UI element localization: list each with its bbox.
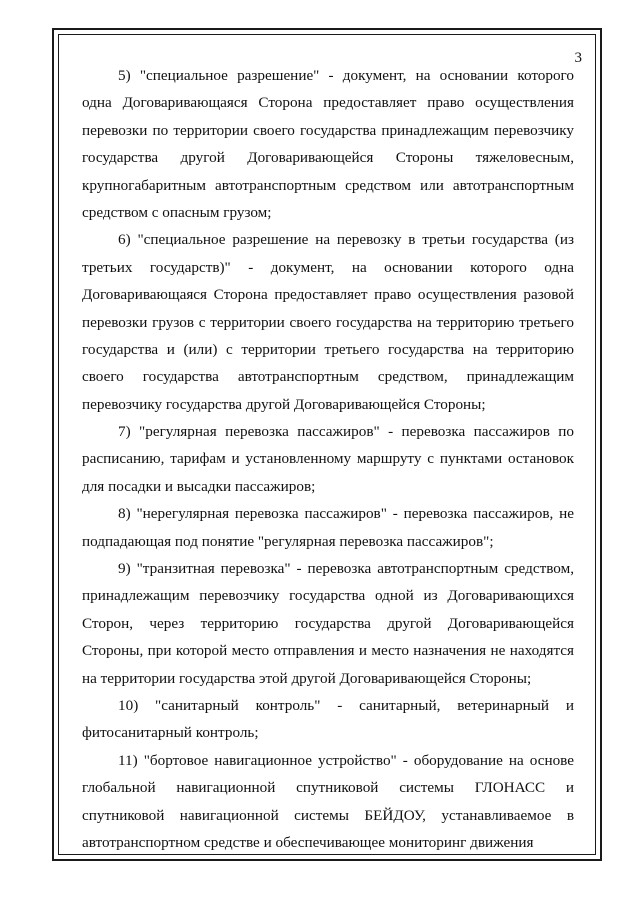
text-line: 9) "транзитная перевозка" - перевозка автотранспортным средством, xyxy=(118,560,574,578)
text-line: перевозки по территории своего государства принадлежащим перевозчику xyxy=(82,121,574,139)
text-line: спутниковой навигационной системы БЕЙДОУ, устанавливаемое в xyxy=(82,806,574,824)
paragraph-11 xyxy=(82,747,574,852)
text-line: Стороны, при которой место отправления и место назначения не находятся xyxy=(82,642,574,660)
text-line: глобальной навигационной спутниковой системы ГЛОНАСС и xyxy=(82,779,574,797)
text-line: 8) "нерегулярная перевозка пассажиров" - перевозка пассажиров, не xyxy=(118,505,574,523)
paragraph-6 xyxy=(82,226,574,418)
text-line: для посадки и высадки пассажиров; xyxy=(82,477,316,495)
page-number: 3 xyxy=(574,50,582,66)
text-line: расписанию, тарифам и установленному маршруту с пунктами остановок xyxy=(82,450,574,468)
text-line: своего государства автотранспортным средством, принадлежащим xyxy=(82,368,574,386)
text-line: фитосанитарный контроль; xyxy=(82,724,259,742)
text-line: автотранспортном средстве и обеспечивающее мониторинг движения xyxy=(82,833,534,851)
text-line: подпадающая под понятие "регулярная перевозка пассажиров"; xyxy=(82,532,494,550)
text-line: одна Договаривающаяся Сторона предоставляет право осуществления xyxy=(82,94,574,112)
paragraph-5 xyxy=(82,62,574,226)
text-line: государства и (или) с территории третьего государства на территорию xyxy=(82,340,574,358)
text-line: Сторон, через территорию государства другой Договаривающейся xyxy=(82,614,574,632)
text-line: 5) "специальное разрешение" - документ, на основании которого xyxy=(118,67,574,84)
text-line: 6) "специальное разрешение на перевозку в третьи государства (из xyxy=(118,231,574,249)
text-line: перевозчику государства другой Договаривающейся Стороны; xyxy=(82,395,486,413)
text-line: 7) "регулярная перевозка пассажиров" - перевозка пассажиров по xyxy=(118,423,574,441)
paragraph-8 xyxy=(82,500,574,555)
text-line: третьих государств)" - документ, на основании которого одна xyxy=(82,258,574,276)
document-body xyxy=(82,62,574,852)
paragraph-10 xyxy=(82,692,574,747)
text-line: на территории государства этой другой Договаривающейся Стороны; xyxy=(82,669,532,687)
text-line: Договаривающаяся Сторона предоставляет право осуществления разовой xyxy=(82,286,574,304)
text-line: крупногабаритным автотранспортным средством или автотранспортным xyxy=(82,176,574,194)
paragraph-7 xyxy=(82,418,574,500)
text-line: средством с опасным грузом; xyxy=(82,203,272,221)
text-line: принадлежащим перевозчику государства одной из Договаривающихся xyxy=(82,587,574,605)
text-line: 11) "бортовое навигационное устройство" - оборудование на основе xyxy=(118,751,574,769)
text-line: 10) "санитарный контроль" - санитарный, ветеринарный и xyxy=(118,696,574,714)
text-line: государства другой Договаривающейся Стороны тяжеловесным, xyxy=(82,149,574,167)
paragraph-9 xyxy=(82,555,574,692)
text-line: перевозки грузов с территории своего государства на территорию третьего xyxy=(82,313,574,331)
